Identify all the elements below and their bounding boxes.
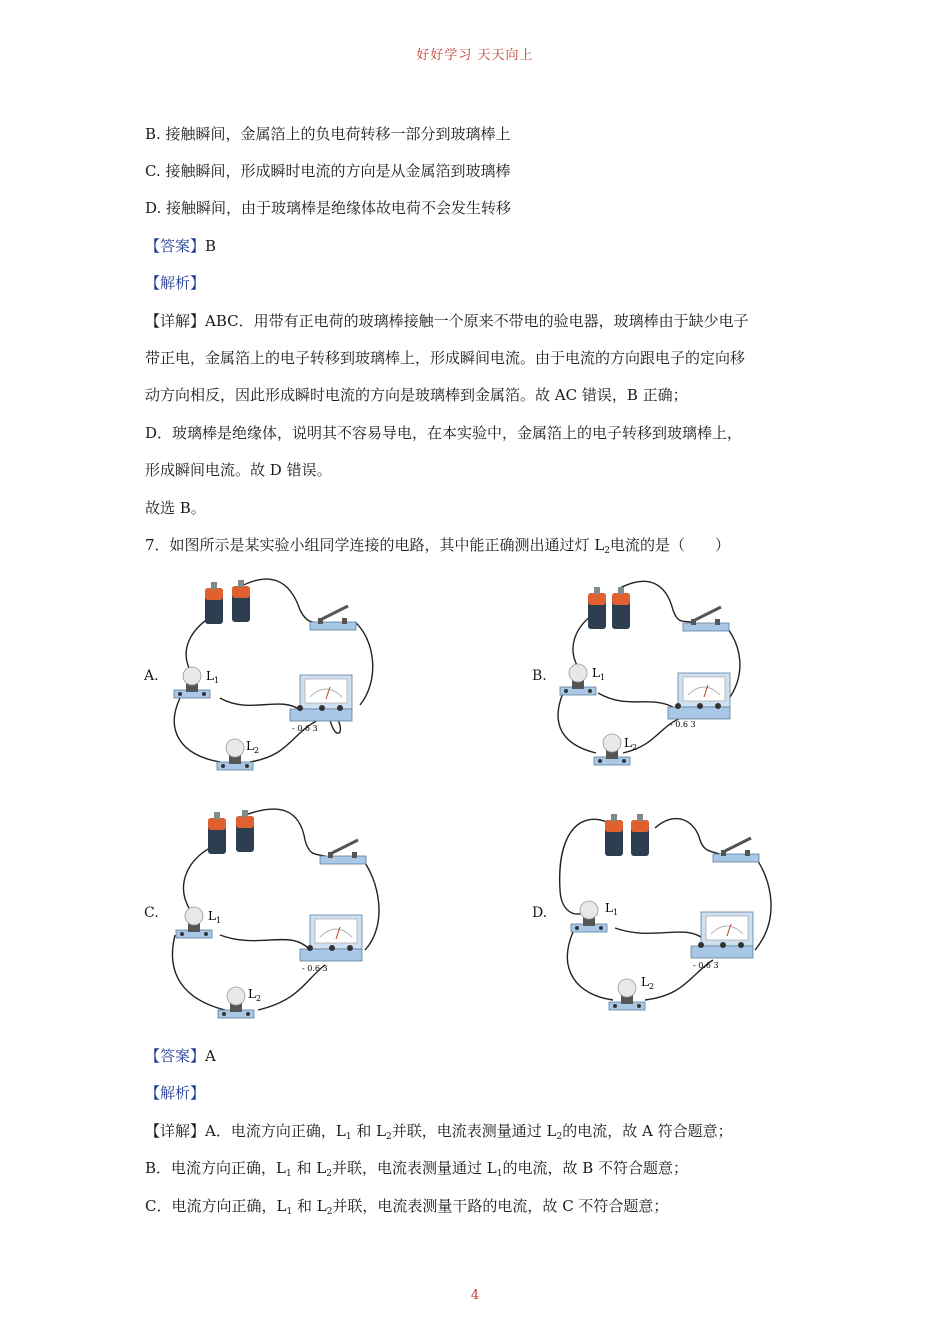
label-l2-b: $L_2$	[624, 736, 638, 752]
option-c-label: C.	[144, 905, 159, 921]
option-c-text: C. 接触瞬间，形成瞬时电流的方向是从金属箔到玻璃棒	[145, 162, 511, 180]
page-header: 好好学习 天天向上	[416, 48, 534, 63]
page-number: 4	[470, 1288, 480, 1303]
circuit-diagram-d	[555, 800, 790, 1025]
circuit-diagram-b	[548, 575, 753, 775]
answer-value: B	[205, 237, 217, 255]
option-b-text: B. 接触瞬间，金属箔上的负电荷转移一部分到玻璃棒上	[145, 125, 511, 143]
label-l1-c: $L_1$	[208, 909, 222, 925]
answer-line	[145, 236, 216, 256]
detail-line-1	[145, 311, 749, 331]
label-l1-b: $L_1$	[592, 666, 606, 682]
detail-line-2: 带正电，金属箔上的电子转移到玻璃棒上，形成瞬间电流。由于电流的方向跟电子的定向移	[145, 349, 746, 367]
option-a-label: A.	[144, 668, 159, 684]
circuit-diagram-c	[160, 800, 400, 1030]
detail-text-1: ABC．用带有正电荷的玻璃棒接触一个原来不带电的验电器，玻璃棒由于缺少电子	[205, 312, 749, 330]
analysis-tag: 【解析】	[145, 274, 206, 292]
answer-tag: 【答案】	[145, 237, 206, 255]
option-b-label: B.	[532, 668, 547, 684]
q7-detail-c: C．电流方向正确，$L_1$ 和 $L_2$并联，电流表测量干路的电流，故 C 不符合题意；	[145, 1197, 669, 1217]
label-l2-a: $L_2$	[246, 739, 260, 755]
q7-answer-tag: 【答案】	[145, 1047, 206, 1065]
q7-detail-b: B．电流方向正确，$L_1$ 和 $L_2$并联，电流表测量通过 $L_1$的电流，故 B 不符合题意；	[145, 1159, 688, 1179]
option-d-text: D. 接触瞬间，由于玻璃棒是绝缘体故电荷不会发生转移	[145, 199, 512, 217]
q7-analysis-tag: 【解析】	[145, 1084, 206, 1102]
meter-ticks-b: - 0.6 3	[670, 720, 696, 729]
detail-line-5: 形成瞬间电流。故 D 错误。	[145, 461, 332, 479]
label-l2-d: $L_2$	[641, 975, 655, 991]
analysis-line	[145, 273, 205, 293]
option-d-label: D.	[532, 905, 548, 921]
meter-ticks-a: - 0.6 3	[292, 724, 318, 733]
stem-part-b: 电流的是（ ）	[610, 536, 731, 554]
detail-line-3: 动方向相反，因此形成瞬时电流的方向是玻璃棒到金属箔。故 AC 错误，B 正确；	[145, 386, 688, 404]
stem-part-a: 7．如图所示是某实验小组同学连接的电路，其中能正确测出通过灯 L	[145, 536, 605, 554]
conclusion-line: 故选 B。	[145, 499, 206, 517]
question-7-stem	[145, 535, 730, 561]
circuit-diagram-a	[160, 570, 390, 785]
detail-line-4: D．玻璃棒是绝缘体，说明其不容易导电，在本实验中，金属箔上的电子转移到玻璃棒上，	[145, 424, 743, 442]
q7-detail-a: 【详解】A．电流方向正确，$L_1$ 和 $L_2$并联，电流表测量通过 $L_2$的电流，故 A 符合题意；	[145, 1122, 733, 1142]
meter-ticks-c: - 0.6 3	[302, 964, 328, 973]
q7-analysis-line	[145, 1083, 205, 1103]
stem-subscript: 2	[604, 546, 611, 556]
q7-answer-line	[145, 1046, 216, 1066]
q7-detail-tag: 【详解】	[145, 1122, 206, 1140]
detail-tag: 【详解】	[145, 312, 206, 330]
meter-ticks-d: - 0.6 3	[693, 961, 719, 970]
label-l1-d: $L_1$	[605, 901, 619, 917]
label-l2-c: $L_2$	[248, 987, 262, 1003]
q7-answer-value: A	[205, 1047, 216, 1065]
label-l1-a: $L_1$	[206, 669, 220, 685]
